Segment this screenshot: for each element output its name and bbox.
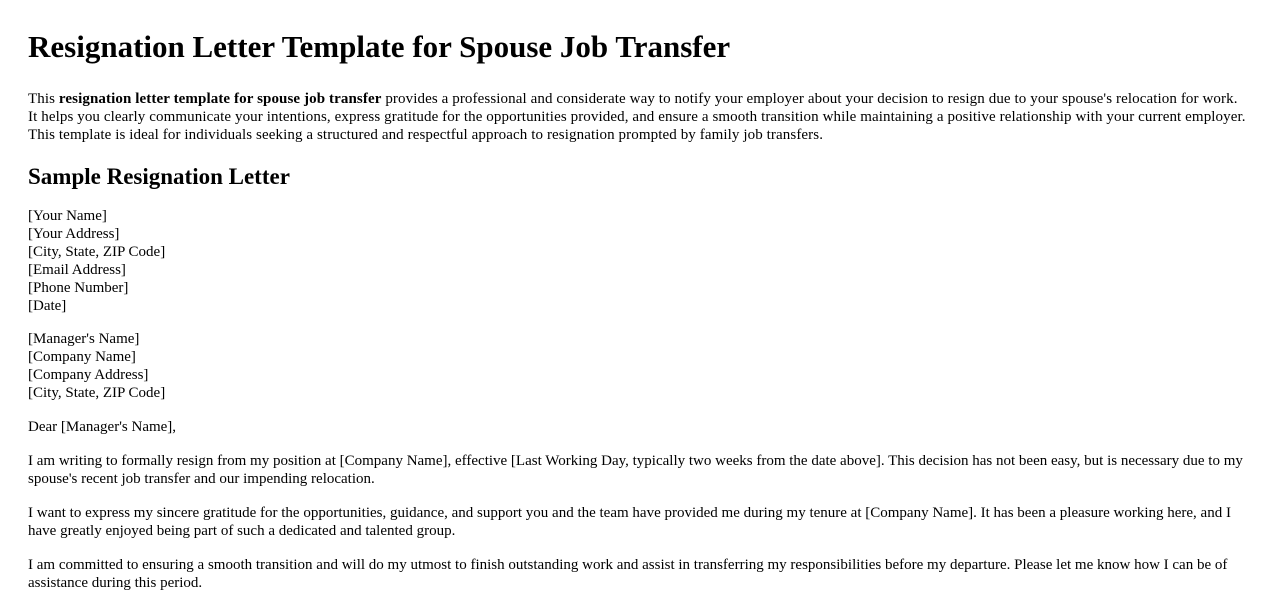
- recipient-company-address: [Company Address]: [28, 367, 149, 383]
- letter-paragraph-3: I am committed to ensuring a smooth transition and will do my utmost to finish outstanding work and assist in transferring my responsibilities before my departure. Please let me know how I can be of assistance during this period.: [28, 557, 1228, 591]
- salutation: Dear [Manager's Name],: [28, 419, 177, 435]
- sender-email: [Email Address]: [28, 262, 126, 278]
- recipient-manager-name: [Manager's Name]: [28, 331, 140, 347]
- recipient-city-state-zip: [City, State, ZIP Code]: [28, 385, 166, 401]
- letter-paragraph-1: I am writing to formally resign from my position at [Company Name], effective [Last Working Day, typically two weeks from the date above]. This decision has not been easy, but is necessary due to my spouse's recent job transfer and our impending relocation.: [28, 453, 1243, 487]
- intro-prefix: This: [28, 91, 59, 107]
- page-title: Resignation Letter Template for Spouse Job Transfer: [28, 29, 731, 64]
- sample-heading: Sample Resignation Letter: [28, 164, 290, 189]
- recipient-block: [28, 330, 1250, 402]
- intro-suffix: provides a professional and considerate way to notify your employer about your decision to resign due to your spouse's relocation for work. It helps you clearly communicate your intentions, express gratitude for the opportunities provided, and ensure a smooth transition while maintaining a positive relationship with your current employer. This template is ideal for individuals seeking a structured and respectful approach to resignation prompted by family job transfers.: [28, 91, 1246, 143]
- sender-phone: [Phone Number]: [28, 280, 129, 296]
- sender-date: [Date]: [28, 298, 67, 314]
- intro-bold-phrase: resignation letter template for spouse job transfer: [58, 91, 382, 107]
- recipient-company-name: [Company Name]: [28, 349, 136, 365]
- sender-city-state-zip: [City, State, ZIP Code]: [28, 244, 166, 260]
- sender-block: [28, 207, 1250, 315]
- intro-paragraph: [28, 90, 1250, 144]
- letter-paragraph-2: I want to express my sincere gratitude for the opportunities, guidance, and support you and the team have provided me during my tenure at [Company Name]. It has been a pleasure working here, and I have greatly enjoyed being part of such a dedicated and talented group.: [28, 505, 1231, 539]
- sender-address: [Your Address]: [28, 226, 120, 242]
- sender-name: [Your Name]: [28, 208, 107, 224]
